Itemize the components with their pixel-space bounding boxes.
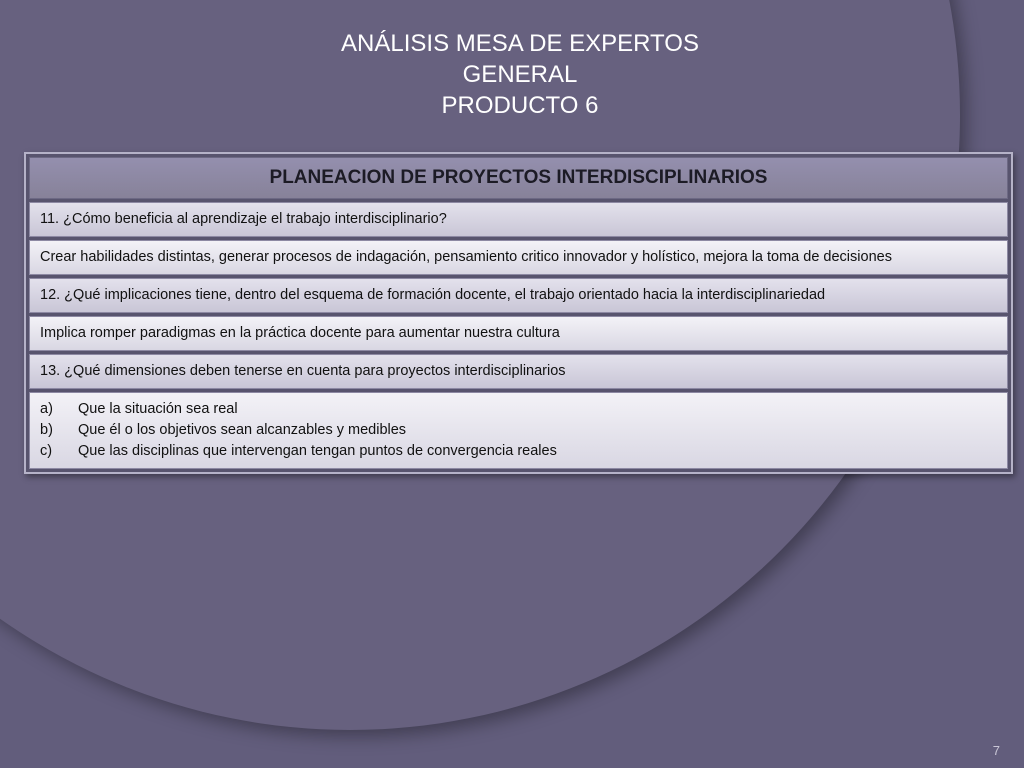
- list-marker: b): [40, 422, 53, 438]
- title-line-3: PRODUCTO 6: [441, 92, 599, 119]
- list-marker: c): [40, 443, 53, 459]
- answer-13-list: [40, 399, 997, 462]
- slide-title: [0, 28, 1024, 121]
- question-11: 11. ¿Cómo beneficia al aprendizaje el trabajo interdisciplinario?: [29, 202, 1008, 237]
- list-item: [40, 420, 997, 441]
- list-item: [40, 441, 997, 462]
- title-line-2: GENERAL: [462, 61, 578, 88]
- table-header: PLANEACION DE PROYECTOS INTERDISCIPLINARIOS: [29, 157, 1008, 199]
- answer-13: [29, 392, 1008, 469]
- answer-12: Implica romper paradigmas en la práctica docente para aumentar nuestra cultura: [29, 316, 1008, 351]
- page-number: 7: [992, 743, 1000, 758]
- list-marker: a): [40, 401, 53, 417]
- list-item: [40, 399, 997, 420]
- question-12: 12. ¿Qué implicaciones tiene, dentro del esquema de formación docente, el trabajo orientado hacia la interdisciplinariedad: [29, 278, 1008, 313]
- question-13: 13. ¿Qué dimensiones deben tenerse en cuenta para proyectos interdisciplinarios: [29, 354, 1008, 389]
- list-text: Que la situación sea real: [78, 401, 238, 417]
- list-text: Que las disciplinas que intervengan tengan puntos de convergencia reales: [78, 443, 557, 459]
- answer-11: Crear habilidades distintas, generar procesos de indagación, pensamiento critico innovador y holístico, mejora la toma de decisiones: [29, 240, 1008, 275]
- list-text: Que él o los objetivos sean alcanzables y medibles: [78, 422, 407, 438]
- title-line-1: ANÁLISIS MESA DE EXPERTOS: [341, 30, 699, 57]
- content-table: [24, 152, 1013, 474]
